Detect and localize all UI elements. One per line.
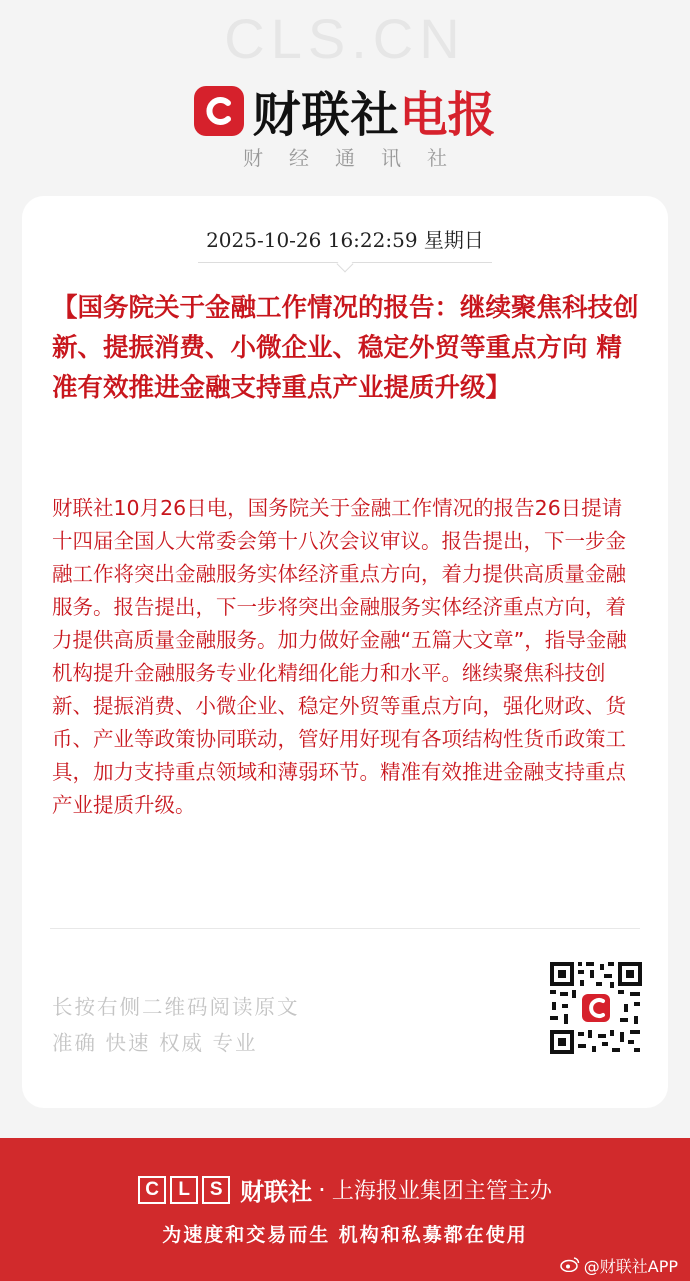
cls-banner-name: 财联社	[240, 1178, 313, 1206]
bottom-banner	[0, 1138, 690, 1281]
brand-header	[0, 76, 690, 145]
brand-name: 财联社	[252, 87, 400, 143]
cls-letter-s: S	[202, 1176, 230, 1204]
cls-logo-icon	[194, 86, 244, 136]
article-body: 财联社10月26日电，国务院关于金融工作情况的报告26日提请十四届全国人大常委会第十八次会议审议。报告提出，下一步金融工作将突出金融服务实体经济重点方向，着力提供高质量金融服务。报告提出，下一步将突出金融服务实体经济重点方向，着力提供高质量金融服务。加力做好金融“五篇大文章”，指导金融机构提升金融服务专业化精细化能力和水平。继续聚焦科技创新、提振消费、小微企业、稳定外贸等重点方向，强化财政、货币、产业等政策协同联动，管好用好现有各项结构性货币政策工具，加力支持重点领域和薄弱环节。精准有效推进金融支持重点产业提质升级。	[52, 496, 627, 817]
article-datetime: 2025-10-26 16:22:59 星期日	[206, 228, 484, 252]
weibo-watermark	[560, 1254, 678, 1277]
cls-banner-row	[0, 1172, 690, 1207]
cls-watermark: CLS.CN	[224, 7, 466, 70]
footer-divider	[50, 928, 640, 929]
article-headline: 【国务院关于金融工作情况的报告：继续聚焦科技创新、提振消费、小微企业、稳定外贸等重点方向 精准有效推进金融支持重点产业提质升级】	[52, 293, 639, 403]
weibo-handle: @财联社APP	[583, 1257, 678, 1276]
date-divider-notch	[337, 256, 354, 273]
brand-accent: 电报	[399, 87, 496, 143]
qr-hint-text: 长按右侧二维码阅读原文	[52, 995, 300, 1019]
tagline-text: 准确 快速 权威 专业	[52, 1031, 258, 1055]
telegraph-card	[22, 196, 668, 1108]
cls-banner-separator: ·	[318, 1175, 326, 1204]
qr-code-icon[interactable]	[548, 960, 644, 1056]
brand-subtitle: 财经通讯社	[243, 146, 473, 170]
cls-letter-c: C	[138, 1176, 166, 1204]
cls-banner-sponsor: 上海报业集团主管主办	[331, 1179, 552, 1204]
weibo-icon	[560, 1256, 580, 1276]
banner-slogan: 为速度和交易而生 机构和私募都在使用	[162, 1224, 528, 1246]
cls-letter-l: L	[170, 1176, 198, 1204]
